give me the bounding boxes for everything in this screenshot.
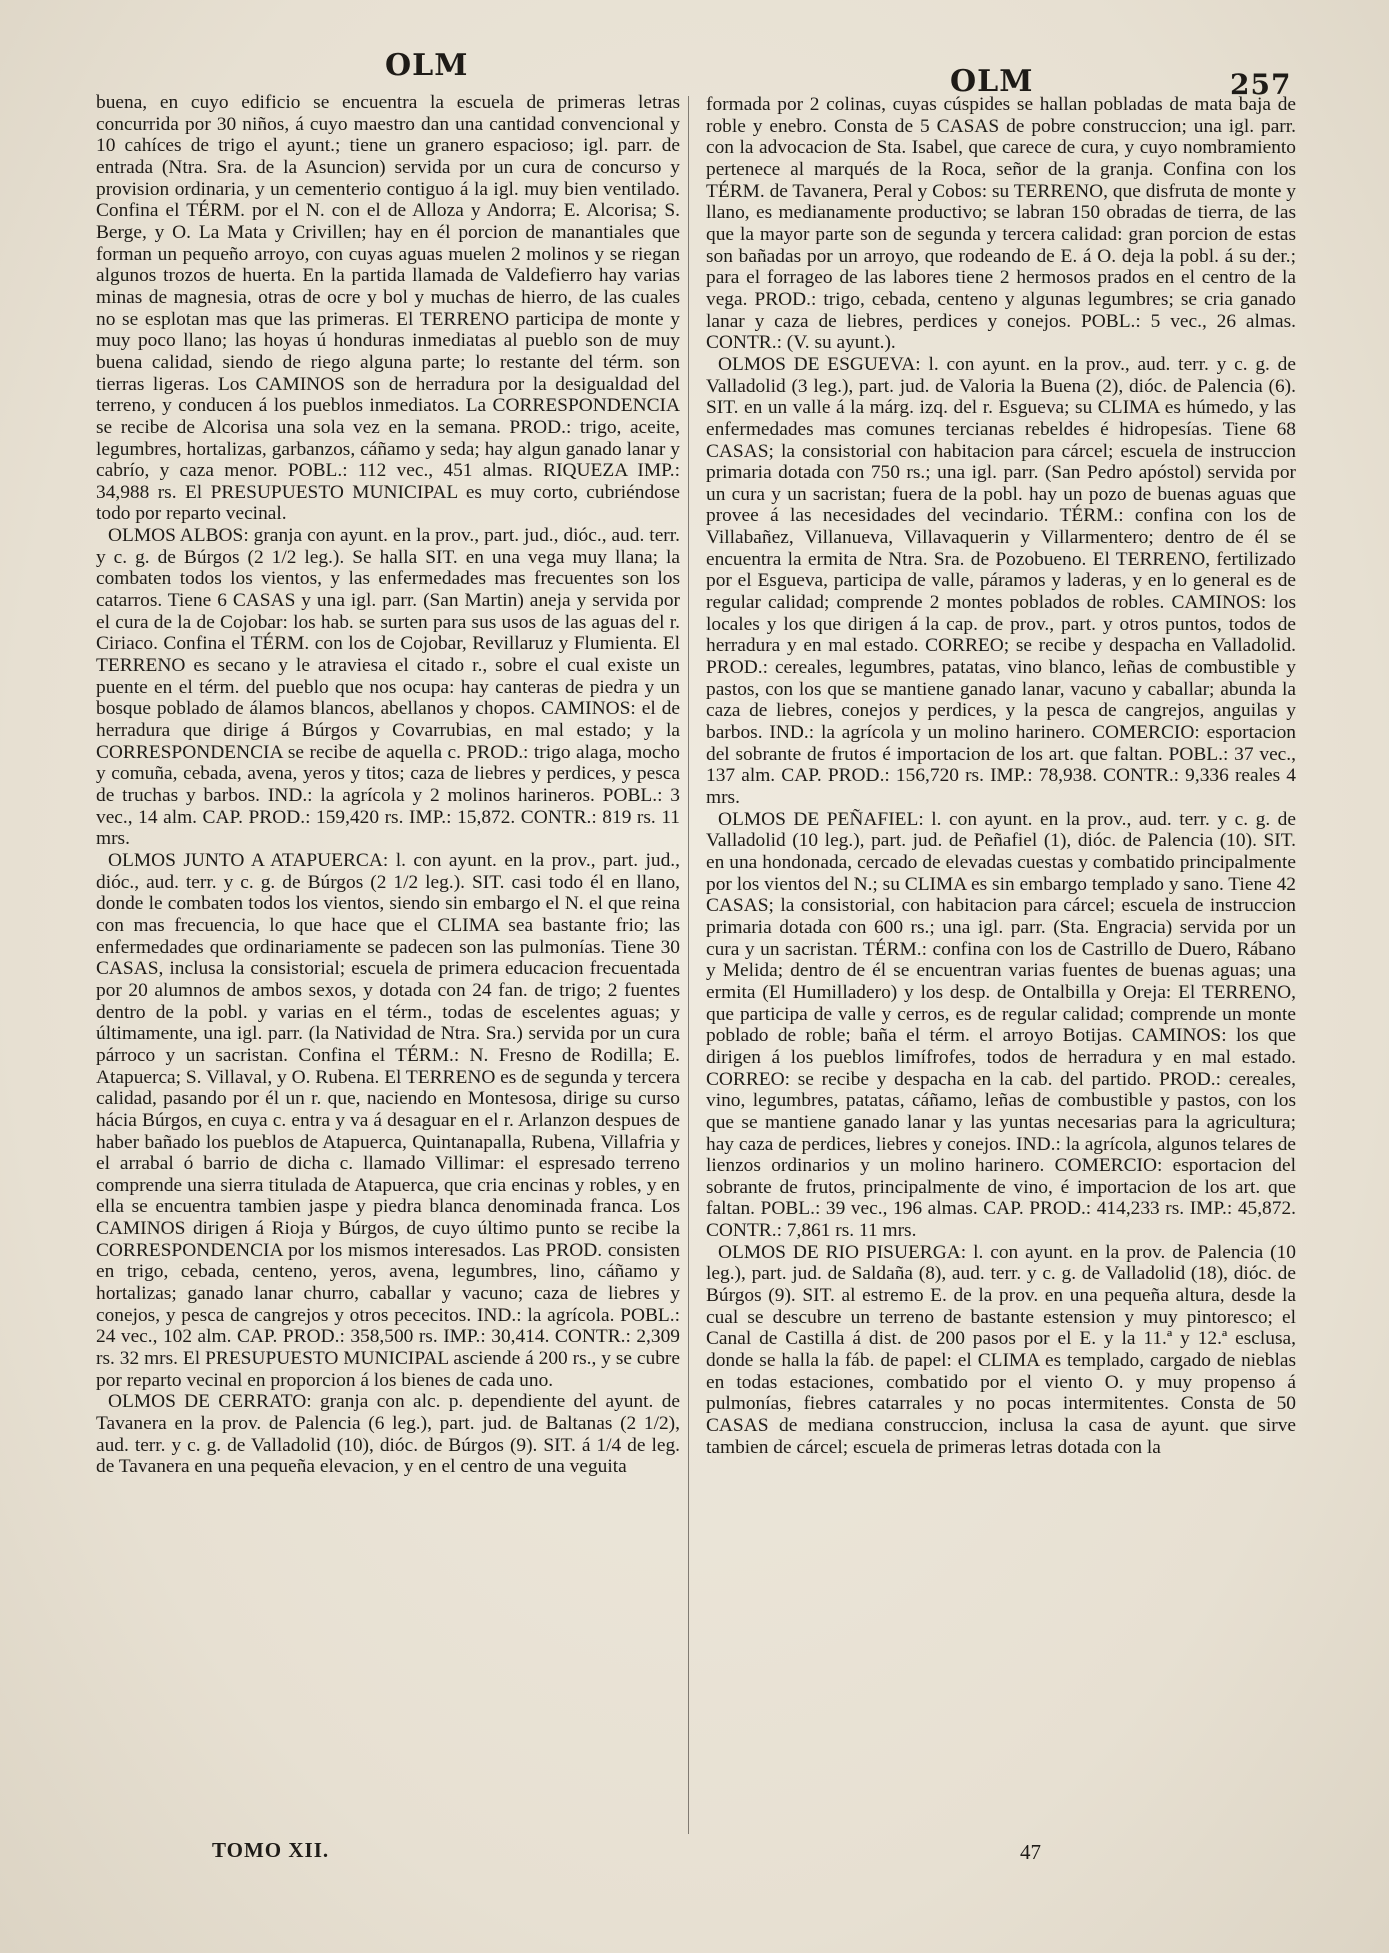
paragraph: formada por 2 colinas, cuyas cúspides se hallan pobladas de mata baja de roble y enebro. Consta de 5 CASAS de pobre construccion; una igl. parr. con la advocacion de Sta. Isabel, que carece de cura, y cuyo nombramiento pertenece al marqués de la Roca, señor de la granja. Confina con los TÉRM. de Tavanera, Peral y Cobos: su TERRENO, que disfruta de monte y llano, es medianamente productivo; se labran 150 obradas de tierra, de las que la mayor parte son de segunda y tercera calidad: gran porcion de estas son bañadas por un arroyo, que rodeando de E. á O. deja la pobl. á su der.; para el forrageo de las labores tiene 2 hermosos prados en el centro de la vega. PROD.: trigo, cebada, centeno y algunas legumbres; se cria ganado lanar y caza de liebres, perdices y conejos. POBL.: 5 vec., 26 almas. CONTR.: (V. su ayunt.). — [706, 94, 1296, 354]
page-number: 257 — [1230, 68, 1292, 101]
running-head-left: OLM — [385, 48, 469, 83]
paragraph: OLMOS DE PEÑAFIEL: l. con ayunt. en la prov., aud. terr. y c. g. de Valladolid (10 leg.), part. jud. de Peñafiel (1), dióc. de Palencia (10). SIT. en una hondonada, cercado de elevadas cuestas y combatido principalmente por los vientos del N.; su CLIMA es sin embargo templado y sano. Tiene 42 CASAS; la consistorial, con habitacion para cárcel; escuela de instruccion primaria dotada con 600 rs.; una igl. parr. (Sta. Engracia) servida por un cura y un sacristan. TÉRM.: confina con los de Castrillo de Duero, Rábano y Melida; dentro de él se encuentran varias fuentes de buenas aguas; una ermita (El Humilladero) y los desp. de Ontalbilla y Oreja: El TERRENO, que participa de valle y cerros, es de regular calidad; comprende un monte poblado de roble; baña el térm. el arroyo Botijas. CAMINOS: los que dirigen á los pueblos limífrofes, todos de herradura y en mal estado. CORREO: se recibe y despacha en la cab. del partido. PROD.: cereales, vino, legumbres, patatas, cáñamo, leñas de combustible y pastos, con los que se mantiene ganado lanar y las yuntas necesarias para la agricultura; hay caza de perdices, liebres y conejos. IND.: la agrícola, algunos telares de lienzos ordinarios y un molino harinero. COMERCIO: esportacion del sobrante de frutos, principalmente de vino, é importacion de los art. que faltan. POBL.: 39 vec., 196 almas. CAP. PROD.: 414,233 rs. IMP.: 45,872. CONTR.: 7,861 rs. 11 mrs. — [706, 808, 1296, 1242]
paragraph: OLMOS DE RIO PISUERGA: l. con ayunt. en la prov. de Palencia (10 leg.), part. jud. de Saldaña (8), aud. terr. y c. g. de Valladolid (18), dióc. de Búrgos (9). SIT. al estremo E. de la prov. en una pequeña altura, desde la cual se descubre un terreno de bastante estension y muy pintoresco; el Canal de Castilla á dist. de 200 pasos por el E. y la 11.ª y 12.ª esclusa, donde se halla la fáb. de papel: el CLIMA es templado, cargado de nieblas en todas estaciones, combatido por el viento O. y muy propenso á pulmonías, fiebres catarrales y no pocas intermitentes. Consta de 50 CASAS de mediana construccion, inclusa la casa de ayunt. que sirve tambien de cárcel; escuela de primeras letras dotada con la — [706, 1241, 1296, 1458]
right-column — [706, 94, 1296, 1458]
paragraph: OLMOS DE CERRATO: granja con alc. p. dependiente del ayunt. de Tavanera en la prov. de Palencia (6 leg.), part. jud. de Baltanas (2 1/2), aud. terr. y c. g. de Valladolid (10), dióc. de Búrgos (9). SIT. á 1/4 de leg. de Tavanera en una pequeña elevacion, y en el centro de una veguita — [96, 1391, 680, 1478]
running-head-right: OLM — [950, 64, 1034, 99]
paragraph: OLMOS ALBOS: granja con ayunt. en la prov., part. jud., dióc., aud. terr. y c. g. de Búrgos (2 1/2 leg.). Se halla SIT. en una vega muy llana; la combaten todos los vientos, y las enfermedades mas frecuentes son los catarros. Tiene 6 CASAS y una igl. parr. (San Martin) aneja y servida por el cura de la de Cojobar: los hab. se surten para sus usos de las aguas del r. Ciriaco. Confina el TÉRM. con los de Cojobar, Revillaruz y Flumienta. El TERRENO es secano y le atraviesa el citado r., sobre el cual existe un puente en el térm. del pueblo que nos ocupa: hay canteras de piedra y un bosque poblado de álamos blancos, abellanos y chopos. CAMINOS: el de herradura que dirige á Búrgos y Covarrubias, en mal estado; y la CORRESPONDENCIA se recibe de aquella c. PROD.: trigo alaga, mocho y comuña, cebada, avena, yeros y titos; caza de liebres y perdices, y pesca de truchas y barbos. IND.: la agrícola y 2 molinos harineros. POBL.: 3 vec., 14 alm. CAP. PROD.: 159,420 rs. IMP.: 15,872. CONTR.: 819 rs. 11 mrs. — [96, 525, 680, 850]
signature-mark: 47 — [1020, 1840, 1041, 1864]
paragraph: OLMOS JUNTO A ATAPUERCA: l. con ayunt. en la prov., part. jud., dióc., aud. terr. y c. g. de Búrgos (2 1/2 leg.). SIT. casi todo él en llano, donde le combaten todos los vientos, siendo sin embargo el N. el que reina con mas frecuencia, lo que hace que el CLIMA sea bastante frio; las enfermedades que ordinariamente se padecen son las pulmonías. Tiene 30 CASAS, inclusa la consistorial; escuela de primera educacion frecuentada por 20 alumnos de ambos sexos, y dotada con 24 fan. de trigo; 2 fuentes dentro de la pobl. y varias en el térm., todas de escelentes aguas; y últimamente, una igl. parr. (la Natividad de Ntra. Sra.) servida por un cura párroco y un sacristan. Confina el TÉRM.: N. Fresno de Rodilla; E. Atapuerca; S. Villaval, y O. Rubena. El TERRENO es de segunda y tercera calidad, pasando por él un r. que, naciendo en Montesosa, dirige su curso hácia Búrgos, en cuya c. entra y va á desaguar en el r. Arlanzon despues de haber bañado los pueblos de Atapuerca, Quintanapalla, Rubena, Villafria y el arrabal ó barrio de dicha c. llamado Villimar: el espresado terreno comprende una sierra titulada de Atapuerca, que cria encinas y robles, y en ella se encuentra tambien jaspe y piedra blanca denominada franca. Los CAMINOS dirigen á Rioja y Búrgos, de cuyo último punto se recibe la CORRESPONDENCIA por los mismos interesados. Las PROD. consisten en trigo, cebada, centeno, yeros, avena, legumbres, lino, cáñamo y hortalizas; ganado lanar churro, caballar y vacuno; caza de liebres y conejos, y pesca de cangrejos y otros pececitos. IND.: la agrícola. POBL.: 24 vec., 102 alm. CAP. PROD.: 358,500 rs. IMP.: 30,414. CONTR.: 2,309 rs. 32 mrs. El PRESUPUESTO MUNICIPAL asciende á 200 rs., y se cubre por reparto vecinal en proporcion á los bienes de cada uno. — [96, 849, 680, 1391]
volume-label: TOMO XII. — [212, 1838, 330, 1862]
column-divider — [688, 96, 689, 1834]
paragraph: OLMOS DE ESGUEVA: l. con ayunt. en la prov., aud. terr. y c. g. de Valladolid (3 leg.), part. jud. de Valoria la Buena (2), dióc. de Palencia (6). SIT. en un valle á la márg. izq. del r. Esgueva; su CLIMA es húmedo, y las enfermedades mas comunes tercianas rebeldes é hidropesías. Tiene 68 CASAS; la consistorial con habitacion para cárcel; escuela de instruccion primaria dotada con 750 rs.; una igl. parr. (San Pedro apóstol) servida por un cura y un sacristan; fuera de la pobl. hay un pozo de buenas aguas que provee á las necesidades del vecindario. TÉRM.: confina con los de Villabañez, Villanueva, Villavaquerin y Villarmentero; dentro de él se encuentra la ermita de Ntra. Sra. de Pozobueno. El TERRENO, fertilizado por el Esgueva, participa de valle, páramos y laderas, y en lo general es de regular calidad; comprende 2 montes poblados de robles. CAMINOS: los locales y los que dirigen á la cap. de prov., part. y otros puntos, todos de herradura y en mal estado. CORREO; se recibe y despacha en Valladolid. PROD.: cereales, legumbres, patatas, vino blanco, leñas de combustible y pastos, con los que se mantiene ganado lanar, vacuno y caballar; abunda la caza de liebres, conejos y perdices, y la pesca de cangrejos, anguilas y barbos. IND.: la agrícola y un molino harinero. COMERCIO: esportacion del sobrante de frutos é importacion de los art. que faltan. POBL.: 37 vec., 137 alm. CAP. PROD.: 156,720 rs. IMP.: 78,938. CONTR.: 9,336 reales 4 mrs. — [706, 353, 1296, 808]
left-column — [96, 92, 680, 1478]
paragraph: buena, en cuyo edificio se encuentra la escuela de primeras letras concurrida por 30 niños, á cuyo maestro dan una cantidad convencional y 10 cahíces de trigo el ayunt.; tiene un granero espacioso; igl. parr. de entrada (Ntra. Sra. de la Asuncion) servida por un cura de concurso y provision ordinaria, y un cementerio contiguo á la igl. muy bien ventilado. Confina el TÉRM. por el N. con el de Alloza y Andorra; E. Alcorisa; S. Berge, y O. La Mata y Crivillen; hay en él porcion de manantiales que forman un pequeño arroyo, con cuyas aguas muelen 2 molinos y se riegan algunos trozos de huerta. En la partida llamada de Valdefierro hay varias minas de magnesia, otras de ocre y bol y muchas de hierro, de las cuales no se esplotan mas que las primeras. El TERRENO participa de monte y muy poco llano; las hoyas ú honduras inmediatas al pueblo son de muy buena calidad, siendo de riego alguna parte; lo restante del térm. son tierras ligeras. Los CAMINOS son de herradura por la desigualdad del terreno, y conducen á los pueblos inmediatos. La CORRESPONDENCIA se recibe de Alcorisa una sola vez en la semana. PROD.: trigo, aceite, legumbres, hortalizas, garbanzos, cáñamo y seda; hay algun ganado lanar y cabrío, y caza menor. POBL.: 112 vec., 451 almas. RIQUEZA IMP.: 34,988 rs. El PRESUPUESTO MUNICIPAL es muy corto, cubriéndose todo por reparto vecinal. — [96, 92, 680, 525]
